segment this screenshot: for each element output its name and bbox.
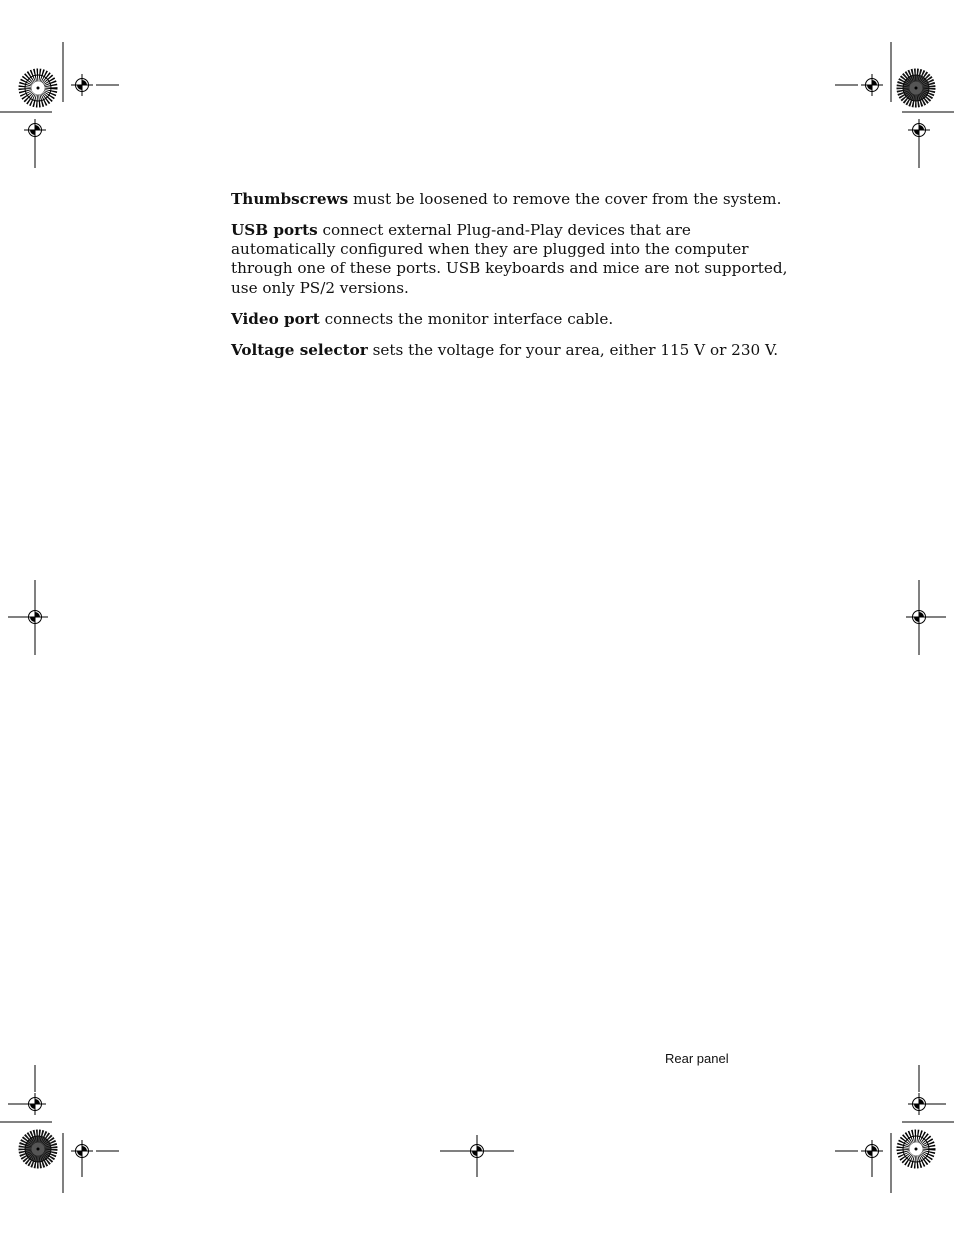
registration-target-icon bbox=[908, 119, 930, 141]
term-thumbscrews: Thumbscrews bbox=[231, 190, 349, 208]
registration-target-icon bbox=[71, 74, 93, 96]
registration-target-icon bbox=[908, 606, 930, 628]
registration-target-icon bbox=[861, 1140, 883, 1162]
crop-mark-bottom-right bbox=[891, 1065, 954, 1193]
footer-section-label: Rear panel bbox=[665, 1051, 729, 1066]
registration-target-icon bbox=[861, 74, 883, 96]
registration-target-icon bbox=[466, 1140, 488, 1162]
term-video-port: Video port bbox=[231, 309, 320, 328]
term-usb-ports: USB ports bbox=[231, 221, 318, 239]
registration-target-icon bbox=[24, 119, 46, 141]
starburst-target-icon bbox=[903, 75, 929, 101]
registration-target-icon bbox=[908, 1093, 930, 1115]
registration-target-icon bbox=[71, 1140, 93, 1162]
registration-target-icon bbox=[24, 1093, 46, 1115]
crop-mark-bottom-left bbox=[0, 1065, 63, 1193]
starburst-target-icon bbox=[25, 1136, 51, 1162]
registration-target-icon bbox=[24, 606, 46, 628]
term-voltage-selector: Voltage selector bbox=[231, 340, 368, 359]
description-thumbscrews: must be loosened to remove the cover from the system. bbox=[348, 190, 782, 208]
starburst-target-icon bbox=[903, 1136, 929, 1162]
starburst-target-icon bbox=[25, 75, 51, 101]
description-video-port: connects the monitor interface cable. bbox=[319, 309, 614, 328]
description-usb-ports: connect external Plug-and-Play devices that are automatically configured when they are plugged into the computer through one of these ports. USB keyboards and mice are not supported, use only PS/2 versions. bbox=[231, 221, 788, 297]
description-voltage-selector: sets the voltage for your area, either 115 V or 230 V. bbox=[367, 340, 779, 359]
